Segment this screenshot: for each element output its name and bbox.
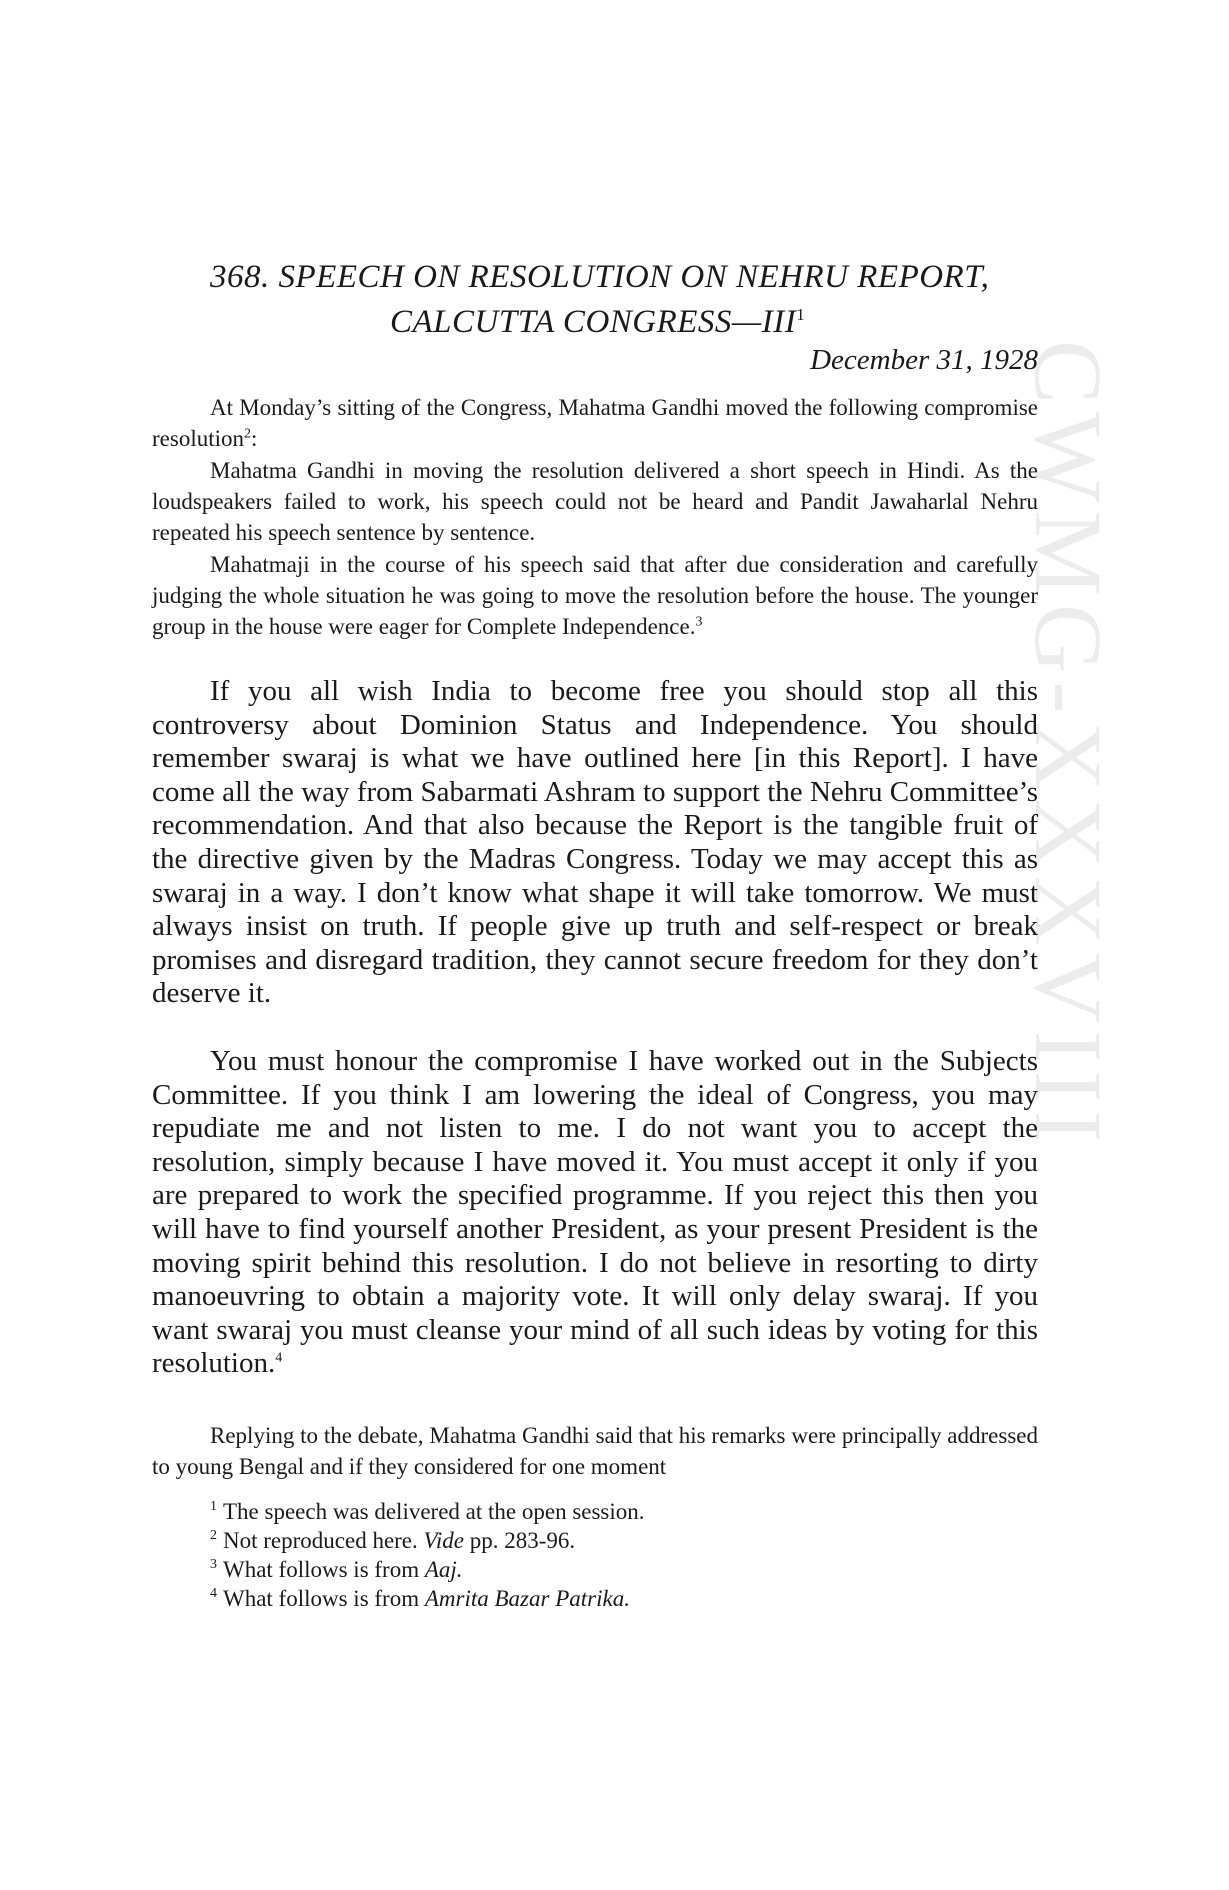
reply-paragraph: Replying to the debate, Mahatma Gandhi said that his remarks were principally addressed to young Bengal and if they considered for one moment [152,1423,1038,1479]
page-title [150,258,1040,341]
footnote-number: 2 [210,1528,217,1544]
note-ref-2: 2 [244,426,251,442]
footnote-number: 4 [210,1586,217,1602]
speech-text-2: You must honour the compromise I have worked out in the Subjects Committee. If you think I am lowering the ideal of Congress, you may repudiate me and not listen to me. I do not want you to accept the resolution, simply because I have moved it. You must accept it only if you are prepared to work the specified programme. If you reject this then you will have to find yourself another President, as your present President is the moving spirit behind this resolution. I do not believe in resorting to dirty manoeuvring to obtain a majority vote. It will only delay swaraj. If you want swaraj you must cleanse your mind of all such ideas by voting for this resolution. [152,1045,1038,1380]
title-text-1: SPEECH ON RESOLUTION ON NEHRU REPORT, [278,259,990,295]
footnote-number: 1 [210,1499,217,1515]
speech-paragraph-1: If you all wish India to become free you should stop all this controversy about Dominion Status and Independence. You should remember swaraj is what we have outlined here [in this Report]. I have come all the way from Sabarmati Ashram to support the Nehru Committee’s recommendation. And that also because the Report is the tangible fruit of the directive given by the Madras Congress. Today we may accept this as swaraj in a way. I don’t know what shape it will take tomorrow. We must always insist on truth. If people give up truth and self-respect or break promises and disregard tradition, they cannot secure freedom for they don’t deserve it. [152,675,1038,1010]
footnote-4 [210,1584,1030,1613]
footnote-vide: Vide [423,1528,464,1553]
footnote-text: The speech was delivered at the open session. [223,1499,645,1524]
title-note-ref: 1 [796,305,806,324]
footnote-pages: pp. 283-96. [469,1528,576,1553]
footnote-2 [210,1526,1030,1555]
speech-date: December 31, 1928 [810,344,1038,376]
footnote-text: Not reproduced here. [223,1528,418,1553]
intro-text: At Monday’s sitting of the Congress, Mahatma Gandhi moved the following compromise resolution [152,395,1038,451]
title-text-2: CALCUTTA CONGRESS—III [390,304,797,340]
footnote-text: What follows is from [223,1557,420,1582]
note-ref-3: 3 [695,614,703,630]
intro-end: : [251,426,258,451]
footnote-text: What follows is from [223,1586,420,1611]
report-text: Mahatmaji in the course of his speech said that after due consideration and carefully judging the whole situation he was going to move the resolution before the house. The younger group in the house were eager for Complete Independence. [152,552,1038,639]
footnote-source: Aaj. [424,1557,463,1582]
footnote-number: 3 [210,1557,217,1573]
title-line-1 [150,258,1040,296]
note-ref-4: 4 [275,1350,283,1366]
context-paragraph: Mahatma Gandhi in moving the resolution delivered a short speech in Hindi. As the loudspeakers failed to work, his speech could not be heard and Pandit Jawaharlal Nehru repeated his speech sentence by sentence. [152,458,1038,545]
footnote-source: Amrita Bazar Patrika. [424,1586,630,1611]
intro-paragraph [152,392,1038,454]
watermark: CWMG-XXXVIII [1015,340,1122,1151]
report-paragraph [152,549,1038,642]
title-line-2 [150,296,1040,341]
footnote-3 [210,1555,1030,1584]
speech-paragraph-2 [152,1045,1038,1381]
footnote-1 [210,1497,1030,1526]
item-number: 368. [210,259,270,295]
